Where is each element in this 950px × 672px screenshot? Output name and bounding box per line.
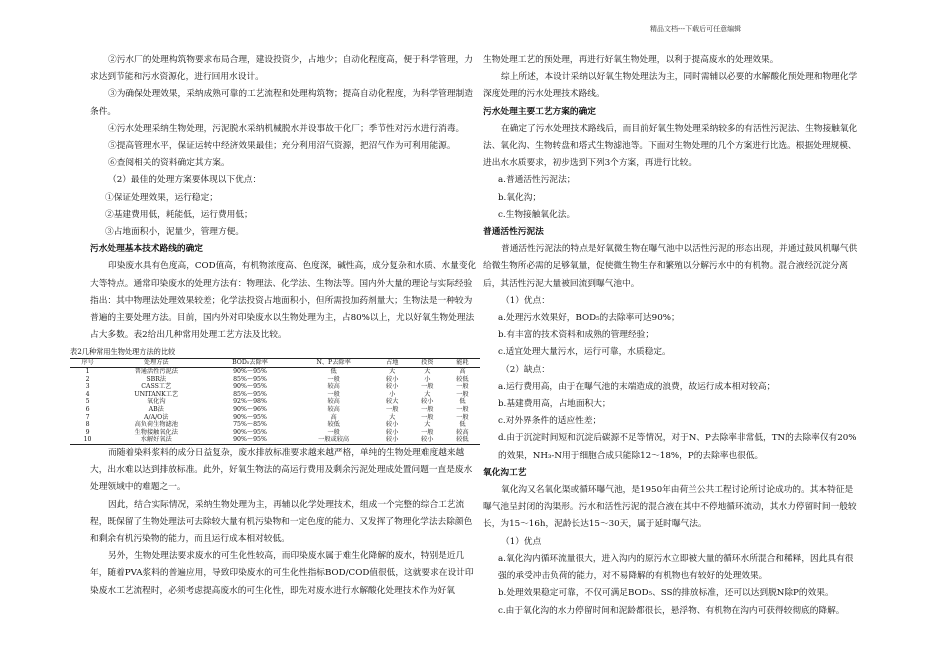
- section-heading: 污水处理基本技术路线的确定: [90, 244, 203, 255]
- paragraph: ②污水厂的处理构筑物要求布局合理，建设投资少，占地少；自动化程度高，便于科学管理，力求达到节能和污水资源化，进行回用水设计。: [90, 55, 473, 83]
- table-cell: 较高: [327, 398, 340, 406]
- table-cell: AB法: [148, 406, 164, 414]
- table-cell: 低: [459, 421, 466, 429]
- paragraph: ⑤提高管理水平，保证运转中经济效果最佳；充分利用沼气资源，把沼气作为可利用能源。: [108, 141, 456, 152]
- table-cell: 一般: [456, 390, 469, 398]
- column-header: 投资: [410, 359, 445, 368]
- paragraph: ④污水处理采纳生物处理，污泥脱水采纳机械脱水并设事故干化厂；季节性对污水进行消毒。: [108, 123, 465, 134]
- table-cell: CASS工艺: [141, 383, 172, 391]
- table-cell: 较低: [445, 436, 480, 444]
- table-cell: 92%～98%: [233, 398, 267, 406]
- table-cell: 75%～85%: [233, 421, 267, 429]
- table-cell: 较小: [386, 375, 399, 383]
- table-row: [70, 414, 480, 422]
- table-cell: 一般: [421, 413, 434, 421]
- column-header: N、P去除率: [293, 359, 375, 368]
- table-cell: 8: [85, 421, 90, 429]
- paragraph: 生物处理工艺的预处理，再进行好氧生物处理，以利于提高废水的处理效果。: [483, 55, 779, 65]
- table-cell: 一般: [456, 406, 469, 414]
- table-cell: 一般或较高: [293, 436, 375, 444]
- right-column: [483, 52, 859, 620]
- paragraph: 在确定了污水处理技术路线后，而目前好氧生物处理采纳较多的有活性污泥法、生物接触氧化法、氧化沟、生物转盘和塔式生物滤池等。下面对生物处理的几个方案进行比选。根据处理规模、进出水水质要求，初步选到下列3个方案，再进行比较。: [483, 123, 858, 169]
- list-item: c.适宜处理大量污水，运行可靠，水质稳定。: [498, 347, 671, 358]
- table-cell: SBR法: [146, 375, 167, 383]
- list-item: ③占地面积小，泥量少，管理方便。: [105, 227, 244, 238]
- paragraph: （2）最佳的处理方案要体现以下优点：: [108, 175, 262, 186]
- table-cell: 一般: [421, 406, 434, 414]
- table-cell: 氧化沟: [146, 398, 166, 406]
- table-cell: 较低: [327, 421, 340, 429]
- section-heading: 氧化沟工艺: [483, 467, 527, 478]
- table-row: [70, 398, 480, 406]
- table-row: [70, 406, 480, 414]
- table-row: [70, 391, 480, 399]
- column-header: BOD₅去除率: [207, 359, 292, 368]
- paragraph: 印染废水具有色度高，COD值高，有机物浓度高、色度深，碱性高，成分复杂和水质、水量变化大等特点。通常印染废水的处理方法有：物理法、化学法、生物法等。国内外大量的理论与实际经验指出：其中物理法处理效果较差；化学法投资占地面积小，但所需投加药剂量大；生物法是一种较为普遍的主要处理方法。目前，国内外对印染废水以生物处理为主，占80%以上，尤以好氧生物处理法占大多数。表2给出几种常用处理工艺方法及比较。: [90, 261, 477, 341]
- table-cell: 90%～95%: [233, 368, 267, 376]
- table-cell: 较小: [375, 436, 410, 444]
- table-cell: 小: [389, 390, 396, 398]
- table-cell: 一般: [456, 383, 469, 391]
- sub-heading: （1）优点: [501, 536, 542, 547]
- table-cell: 较低: [456, 375, 469, 383]
- table-cell: 4: [85, 390, 90, 398]
- list-item: a.氧化沟内循环流量很大，进入沟内的原污水立即被大量的循环水所混合和稀释，因此具有很强的承受冲击负荷的能力，对不易降解的有机物也有较好的处理效果。: [498, 553, 854, 582]
- table-row: [70, 429, 480, 437]
- table-cell: 低: [330, 368, 337, 376]
- table-cell: 较小: [386, 428, 399, 436]
- table-row: [70, 436, 480, 444]
- list-item: c.生物接触氧化法。: [498, 209, 576, 220]
- table-cell: 一般: [327, 390, 340, 398]
- table-cell: 1: [85, 368, 90, 376]
- table-cell: 90%～95%: [233, 383, 267, 391]
- table-cell: 大: [424, 421, 431, 429]
- table-cell: 3: [85, 383, 90, 391]
- column-header: 处理方法: [105, 359, 207, 368]
- table-cell: 高: [330, 413, 337, 421]
- table-cell: 85%～95%: [233, 375, 267, 383]
- table-cell: 一般: [327, 428, 340, 436]
- table-cell: 85%～95%: [233, 390, 267, 398]
- paragraph: 另外，生物处理法要求废水的可生化性较高，而印染废水属于难生化降解的废水，特别是近几年，随着PVA浆料的普遍应用，导致印染废水的可生化性指标BOD/COD值很低，这就要求在设计印染废水工艺流程时，必须考虑提高废水的可生化性，即先对废水进行水解酸化处理技术作为好氧: [90, 551, 474, 596]
- column-header: 能耗: [445, 359, 480, 368]
- column-header: 序号: [70, 359, 105, 368]
- table-cell: 较高: [327, 383, 340, 391]
- table-cell: 较小: [386, 421, 399, 429]
- table-cell: 90%～95%: [233, 413, 267, 421]
- table-row: [70, 376, 480, 384]
- table-cell: 较高: [456, 428, 469, 436]
- table-cell: 生物接触氧化法: [134, 428, 178, 436]
- list-item: d.由于沉淀时间短和沉淀后碳源不足等情况，对于N、P去除率非常低，TN的去除率仅有20%的效果，NH₃-N用于细胞合成只能除12～18%，P的去除率也很低。: [498, 433, 857, 461]
- table-cell: 7: [85, 413, 90, 421]
- table-cell: 高: [459, 368, 466, 376]
- table-cell: 低: [459, 398, 466, 406]
- table-cell: 大: [389, 368, 396, 376]
- table-cell: 一般: [386, 406, 399, 414]
- list-item: b.基建费用高，占地面积大；: [498, 399, 611, 410]
- table-cell: 9: [85, 428, 90, 436]
- table-cell: 一般: [421, 383, 434, 391]
- table-cell: 10: [70, 436, 105, 444]
- table-row: [70, 383, 480, 391]
- paragraph: 综上所述，本设计采纳以好氧生物处理法为主，同时需辅以必要的水解酸化预处理和物理化学深度处理的污水处理技术路线。: [483, 72, 858, 100]
- list-item: a.处理污水效果好，BOD₅的去除率可达90%；: [498, 313, 680, 324]
- list-item: ②基建费用低，耗能低，运行费用低；: [105, 209, 253, 220]
- table-cell: 较小: [410, 436, 445, 444]
- table-cell: 较大: [386, 398, 399, 406]
- table-cell: 大: [424, 390, 431, 398]
- table-cell: 较小: [421, 398, 434, 406]
- paragraph: 而随着染料浆料的成分日益复杂，废水排放标准要求越来越严格，单纯的生物处理难度越来越大，出水难以达到排放标准。此外，好氧生物法的高运行费用及剩余污泥处理成处置问题一直是废水处理领域中的难题之一。: [90, 447, 473, 493]
- table-cell: 较小: [386, 383, 399, 391]
- list-item: c.由于氧化沟的水力停留时间和泥龄都很长，悬浮物、有机物在沟内可获得较彻底的降解。: [498, 605, 845, 616]
- table-row: [70, 421, 480, 429]
- table-cell: A/A/O法: [144, 413, 169, 421]
- list-item: b.有丰富的技术资料和成熟的管理经验；: [498, 330, 655, 341]
- table-cell: 大: [389, 413, 396, 421]
- section-heading: 污水处理主要工艺方案的确定: [483, 106, 596, 117]
- column-header: 占地: [375, 359, 410, 368]
- table-cell: 高负荷生物滤池: [134, 421, 178, 429]
- table-cell: 较高: [327, 406, 340, 414]
- paragraph: ③为确保处理效果，采纳成熟可靠的工艺流程和处理构筑物；提高自动化程度，为科学管理制造条件。: [90, 89, 473, 117]
- list-item: b.氧化沟；: [498, 192, 542, 203]
- list-item: a.普通活性污泥法；: [498, 175, 576, 186]
- table-cell: 大: [424, 368, 431, 376]
- table-cell: 90%～96%: [233, 406, 267, 414]
- paragraph: 氧化沟又名氧化渠或循环曝气池，是1950年由荷兰公共工程讨论所讨论成功的。其本特征是曝气池呈封闭的沟渠形。污水和活性污泥的混合液在其中不停地循环流动，其水力停留时间一般较长，为15～16h，泥龄长达15～30天，属于延时曝气法。: [483, 485, 857, 530]
- table-cell: 5: [85, 398, 90, 406]
- table-cell: UNITANK工艺: [134, 390, 179, 398]
- comparison-table: [70, 358, 480, 445]
- table-cell: 一般: [327, 375, 340, 383]
- list-item: a.运行费用高，由于在曝气池的末端造成的浪费，故运行成本相对较高；: [498, 381, 776, 392]
- table-cell: 水解好氧法: [105, 436, 207, 444]
- table-cell: 90%～95%: [207, 436, 292, 444]
- list-item: c.对外界条件的适应性差；: [498, 416, 602, 427]
- table-cell: 一般: [421, 428, 434, 436]
- table-cell: 2: [85, 375, 90, 383]
- table-cell: 90%～95%: [233, 428, 267, 436]
- page-header: 精品文档---下载后可任意编辑: [650, 25, 742, 33]
- table-header-row: [70, 359, 480, 368]
- table-cell: 一般: [456, 413, 469, 421]
- sub-heading: （2）缺点：: [501, 364, 550, 375]
- table-cell: 6: [85, 406, 90, 414]
- paragraph: 普通活性污泥法的特点是好氧微生物在曝气池中以活性污泥的形态出现，并通过鼓风机曝气供给微生物所必需的足够氧量，促使微生物生存和繁殖以分解污水中的有机物。混合液经沉淀分离后，其活性污泥大量被回流到曝气池中。: [483, 244, 858, 289]
- paragraph: ⑥查阅相关的资料确定其方案。: [108, 158, 230, 169]
- table-row: [70, 368, 480, 376]
- list-item: b.处理效果稳定可靠，不仅可满足BOD₅、SS的排放标准，还可以达到脱N除P的效果。: [498, 588, 834, 599]
- table-caption: 表2几种常用生物处理方法的比较: [70, 347, 176, 357]
- paragraph: 因此，结合实际情况，采纳生物处理为主，再辅以化学处理技术，组成一个完整的综合工艺流程，既保留了生物处理法可去除较大量有机污染物和一定色度的能力、又发挥了物理化学法去除颜色和剩余有机污染物的能力，而且运行成本相对较低。: [90, 499, 473, 544]
- sub-heading: （1）优点：: [501, 295, 550, 306]
- table-cell: 小: [424, 375, 431, 383]
- table-cell: 普通活性污泥法: [134, 368, 178, 376]
- left-column: [70, 52, 480, 600]
- section-heading: 普通活性污泥法: [483, 227, 544, 238]
- list-item: ①保证处理效果，运行稳定；: [105, 192, 218, 203]
